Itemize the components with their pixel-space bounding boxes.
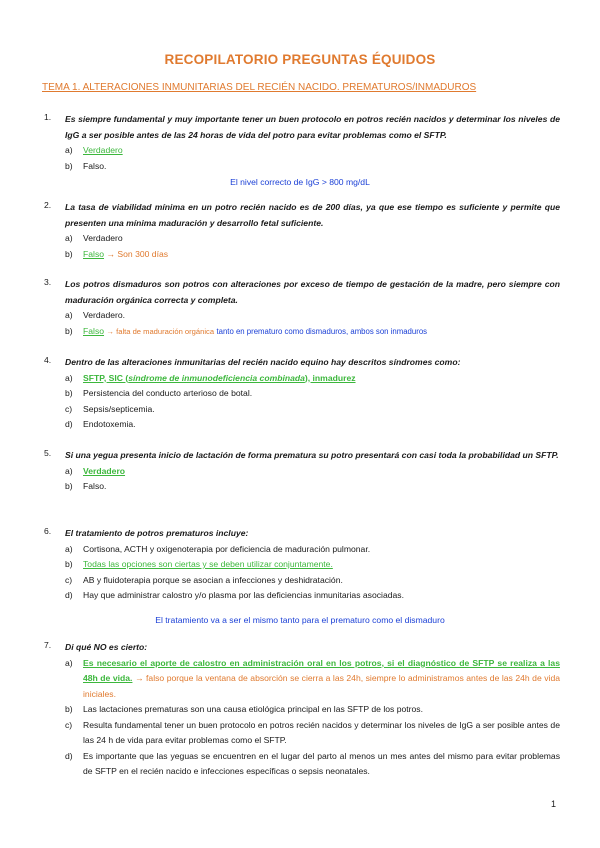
option-d [65,588,560,604]
option-text: Verdadero [83,145,123,155]
question-text: El tratamiento de potros prematuros incluye: [65,528,249,538]
question-4 [44,355,560,433]
option-b [65,324,560,340]
option-text: Sepsis/septicemia. [83,403,155,414]
document-title: RECOPILATORIO PREGUNTAS ÉQUIDOS [164,52,436,67]
option-text: Las lactaciones prematuras son una causa etiológica principal en las SFTP de los potros. [83,704,423,714]
question-1 [44,112,560,174]
option-letter: b) [65,704,73,714]
option-b [65,386,560,402]
option-letter: c) [65,574,73,585]
note-6: El tratamiento va a ser el mismo tanto para el prematuro como el dismaduro [155,615,445,625]
question-number: 1. [44,112,52,122]
option-letter: b) [65,248,73,259]
question-number: 7. [44,640,52,650]
option-text: Falso [83,248,105,259]
option-text: Todas las opciones son ciertas y se deben utilizar conjuntamente. [83,559,333,569]
option-text: Hay que administrar calostro y/o plasma por las deficiencias inmunitarias asociadas. [83,590,404,600]
option-letter: a) [65,310,73,320]
question-7 [44,640,560,780]
option-letter: d) [65,750,73,761]
option-letter: b) [65,388,73,398]
option-b [65,479,560,495]
option-b [65,557,560,573]
option-a [65,464,560,480]
option-letter: a) [65,145,73,155]
question-text: Dentro de las alteraciones inmunitarias del recién nacido equino hay descritos síndromes como: [65,357,461,367]
question-text: Es siempre fundamental y muy importante tener un buen protocolo en potros recién nacidos y determinar los niveles de IgG a ser posible antes de las 24 horas de vida del potro para evitar problemas como el SFTP. [65,114,560,140]
question-5 [44,448,560,495]
option-comment: → falta de maduración orgánica [106,326,215,336]
option-text: AB y fluidoterapia porque se asocian a infecciones y deshidratación. [83,574,343,585]
option-text: Persistencia del conducto arterioso de botal. [83,388,253,398]
option-comment: → Son 300 días [106,248,169,259]
option-a [65,371,560,387]
option-text: Es necesario el aporte de calostro en administración oral en los potros, si el diagnóstico de SFTP se realiza a las 48h de vida. [83,657,560,683]
option-b [65,159,560,175]
option-text: SFTP, SIC (síndrome de inmunodeficiencia combinada), inmadurez [83,372,356,383]
question-3 [44,277,560,339]
option-letter: b) [65,325,73,336]
option-a [65,656,560,703]
option-d [65,417,560,433]
option-letter: b) [65,160,73,171]
option-text: Es importante que las yeguas se encuentren en el lugar del parto al menos un mes antes del mismo para evitar problemas de SFTP en el recién nacido e infecciones específicas o sepsis neonatales. [83,750,560,776]
question-number: 5. [44,448,52,458]
option-c [65,718,560,749]
question-text: Los potros dismaduros son potros con alteraciones por exceso de tiempo de gestación de la madre, pero siempre con maduración orgánica correcta y completa. [65,279,560,305]
option-letter: d) [65,590,73,600]
option-text: Falso [83,325,105,336]
question-6 [44,526,560,604]
option-a [65,143,560,159]
option-c [65,573,560,589]
option-d [65,749,560,780]
option-text: Endotoxemia. [83,419,136,429]
option-comment: → falso porque la ventana de absorción se cierra a las 24h, siempre lo administramos antes de las 24h de vida iniciales. [83,673,561,699]
question-2 [44,200,560,262]
option-letter: a) [65,372,73,383]
note-1: El nivel correcto de IgG > 800 mg/dL [230,177,370,187]
option-text: Falso. [83,160,107,171]
topic-heading: TEMA 1. ALTERACIONES INMUNITARIAS DEL RECIÉN NACIDO. PREMATUROS/INMADUROS [42,82,477,93]
option-letter: a) [65,233,73,243]
option-text: Resulta fundamental tener un buen protocolo en potros recién nacidos y determinar los niveles de IgG a ser posible antes de las 24 h de vida para evitar problemas como el SFTP. [83,719,560,745]
option-b [65,702,560,718]
option-comment-extra: tanto en prematuro como dismaduros, ambos son inmaduros [216,326,428,336]
option-letter: a) [65,657,73,668]
option-letter: a) [65,543,73,554]
option-letter: a) [65,465,73,476]
option-text: Verdadero [83,233,123,243]
option-a [65,231,560,247]
question-number: 2. [44,200,52,210]
option-letter: c) [65,719,73,730]
option-text: Cortisona, ACTH y oxigenoterapia por deficiencia de maduración pulmonar. [83,543,371,554]
option-text: Verdadero [83,465,126,476]
question-number: 4. [44,355,52,365]
option-letter: b) [65,481,73,491]
option-text: Falso. [83,481,107,491]
option-b [65,247,560,263]
option-text: Verdadero. [83,310,126,320]
option-letter: b) [65,559,73,569]
question-text: La tasa de viabilidad mínima en un potro recién nacido es de 200 días, ya que ese tiempo es suficiente y permite que presenten una mínima maduración y desarrollo fetal suficiente. [65,202,560,228]
question-text: Di qué NO es cierto: [65,642,148,652]
option-letter: d) [65,419,73,429]
question-number: 6. [44,526,52,536]
option-letter: c) [65,403,73,414]
page-number: 1 [550,799,556,809]
option-c [65,402,560,418]
question-text: Si una yegua presenta inicio de lactación de forma prematura su potro presentará con casi toda la probabilidad un SFTP. [65,450,559,460]
option-a [65,542,560,558]
question-number: 3. [44,277,52,287]
option-a [65,308,560,324]
